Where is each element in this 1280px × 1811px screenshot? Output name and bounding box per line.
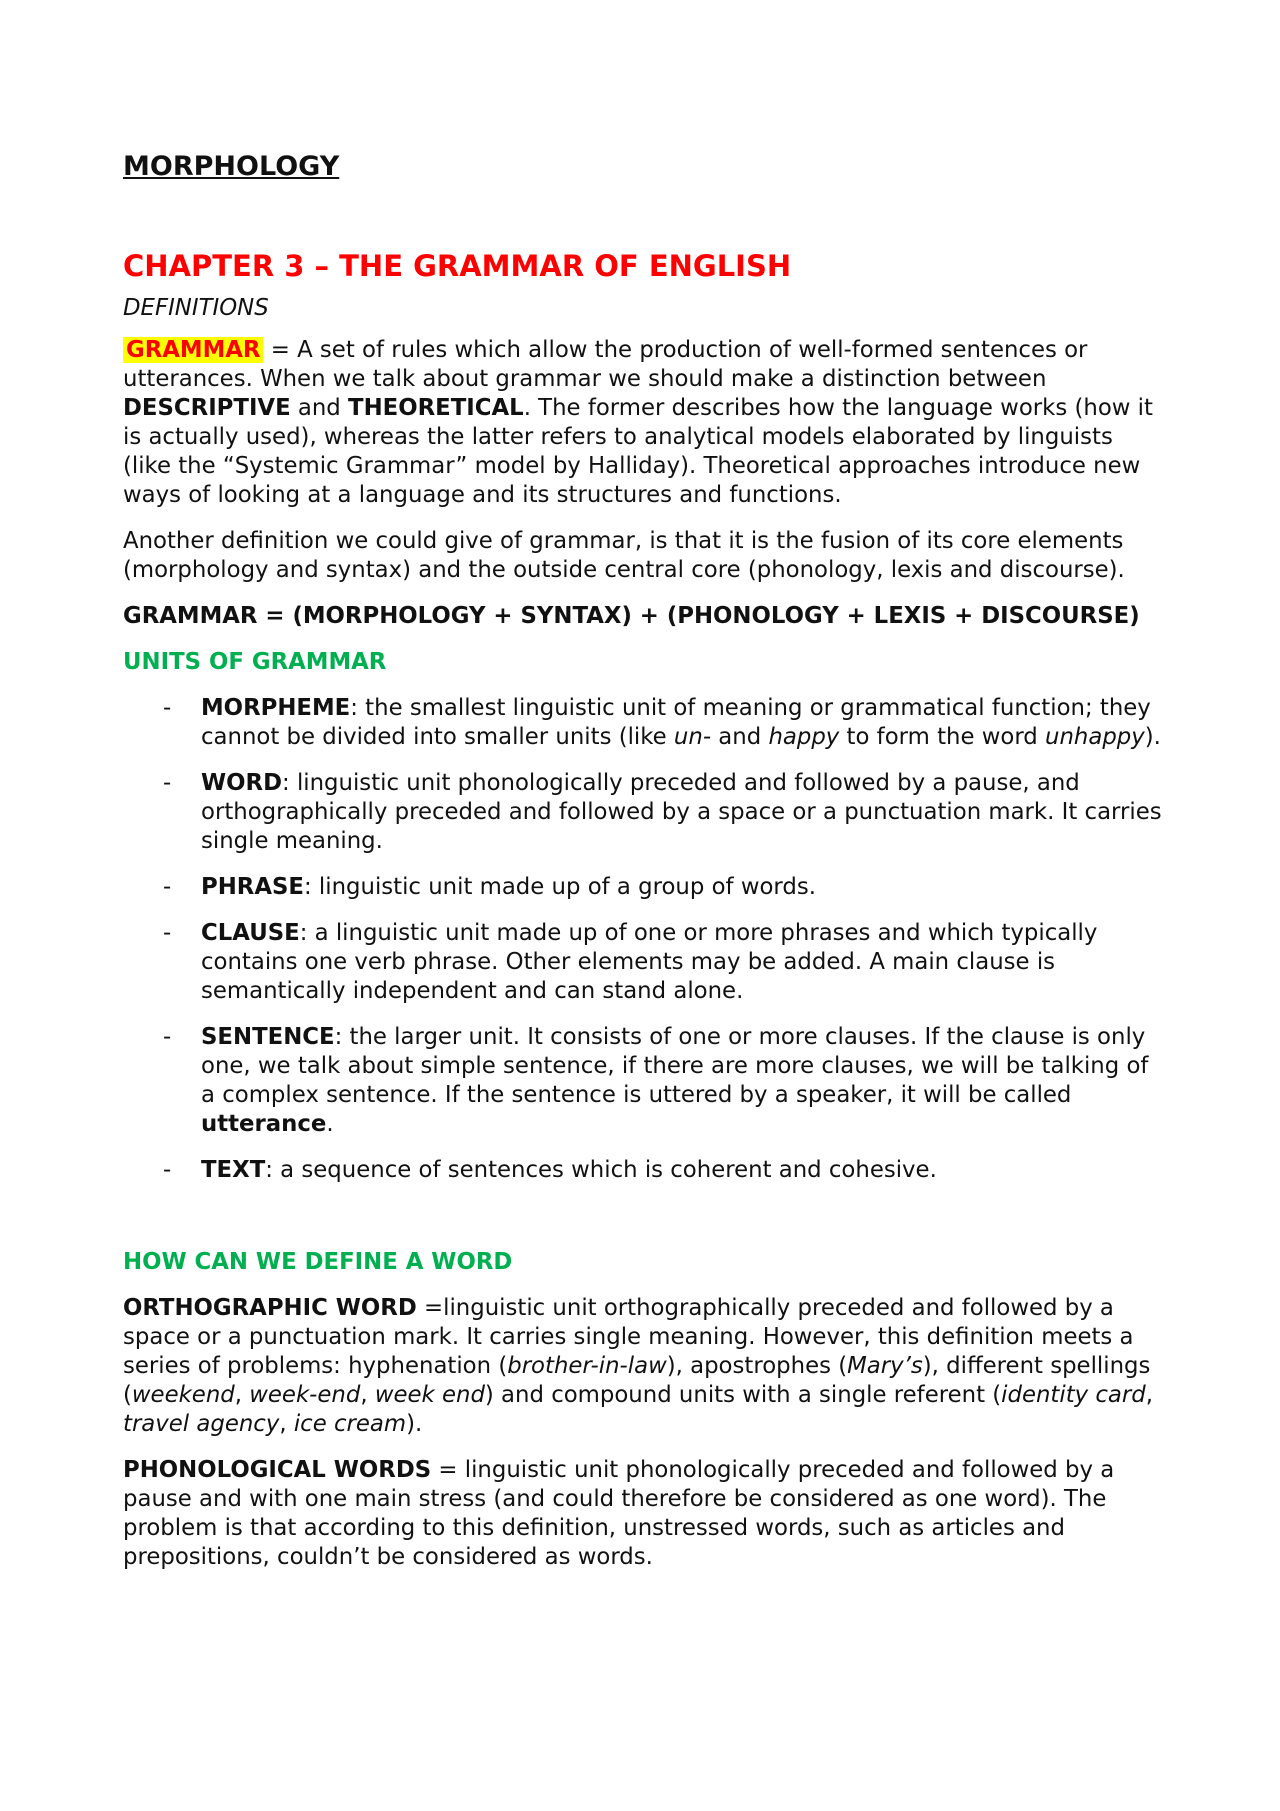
- list-item-clause: - CLAUSE: a linguistic unit made up of one or more phrases and which typically contains one verb phrase. Other elements may be added. A main clause is semantically independent and can stand alone.: [163, 920, 1098, 1004]
- list-item-text: - TEXT: a sequence of sentences which is coherent and cohesive.: [163, 1157, 937, 1183]
- grammar-definition: GRAMMAR = A set of rules which allow the production of well-formed sentences or utterances. When we talk about grammar we should make a distinction between DESCRIPTIVE and THEORETICAL. The former describes how the language works (how it is actually used), whereas the latter refers to analytical models elaborated by linguists (like the “Systemic Grammar” model by Halliday). Theoretical approaches introduce new ways of looking at a language and its structures and functions.: [123, 337, 1153, 508]
- bullet-dash: -: [163, 695, 172, 721]
- bullet-dash: -: [163, 1024, 172, 1050]
- grammar-formula: GRAMMAR = (MORPHOLOGY + SYNTAX) + (PHONOLOGY + LEXIS + DISCOURSE): [123, 603, 1140, 629]
- chapter-heading: CHAPTER 3 – THE GRAMMAR OF ENGLISH: [123, 249, 792, 283]
- grammar-term-highlight: GRAMMAR: [123, 337, 263, 363]
- units-list: [123, 694, 1163, 1185]
- definitions-label: DEFINITIONS: [123, 295, 269, 321]
- orthographic-word-paragraph: ORTHOGRAPHIC WORD =linguistic unit orthographically preceded and followed by a space or a punctuation mark. It carries single meaning. However, this definition meets a series of problems: hyphenation (brother-in-law), apostrophes (Mary’s), different spellings (weekend, week-end, week end) and compound units with a single referent (identity card, travel agency, ice cream).: [123, 1295, 1153, 1437]
- another-definition: Another definition we could give of grammar, is that it is the fusion of its core elements (morphology and syntax) and the outside central core (phonology, lexis and discourse).: [123, 528, 1125, 583]
- document-body: [123, 150, 1163, 1589]
- units-heading: UNITS OF GRAMMAR: [123, 649, 387, 675]
- phonological-word-paragraph: PHONOLOGICAL WORDS = linguistic unit phonologically preceded and followed by a pause and with one main stress (and could therefore be considered as one word). The problem is that according to this definition, unstressed words, such as articles and prepositions, couldn’t be considered as words.: [123, 1457, 1115, 1570]
- descriptive-term: DESCRIPTIVE: [123, 395, 291, 421]
- list-item-morpheme: - MORPHEME: the smallest linguistic unit of meaning or grammatical function; they cannot be divided into smaller units (like un- and happy to form the word unhappy).: [163, 695, 1161, 750]
- theoretical-term: THEORETICAL: [348, 395, 524, 421]
- word-heading: HOW CAN WE DEFINE A WORD: [123, 1249, 513, 1275]
- bullet-dash: -: [163, 920, 172, 946]
- document-title: MORPHOLOGY: [123, 151, 340, 182]
- bullet-dash: -: [163, 874, 172, 900]
- list-item-word: - WORD: linguistic unit phonologically preceded and followed by a pause, and orthographically preceded and followed by a space or a punctuation mark. It carries single meaning.: [163, 770, 1162, 854]
- bullet-dash: -: [163, 1157, 172, 1183]
- list-item-phrase: - PHRASE: linguistic unit made up of a group of words.: [163, 874, 816, 900]
- list-item-sentence: - SENTENCE: the larger unit. It consists of one or more clauses. If the clause is only one, we talk about simple sentence, if there are more clauses, we will be talking of a complex sentence. If the sentence is uttered by a speaker, it will be called utterance.: [163, 1024, 1149, 1137]
- bullet-dash: -: [163, 770, 172, 796]
